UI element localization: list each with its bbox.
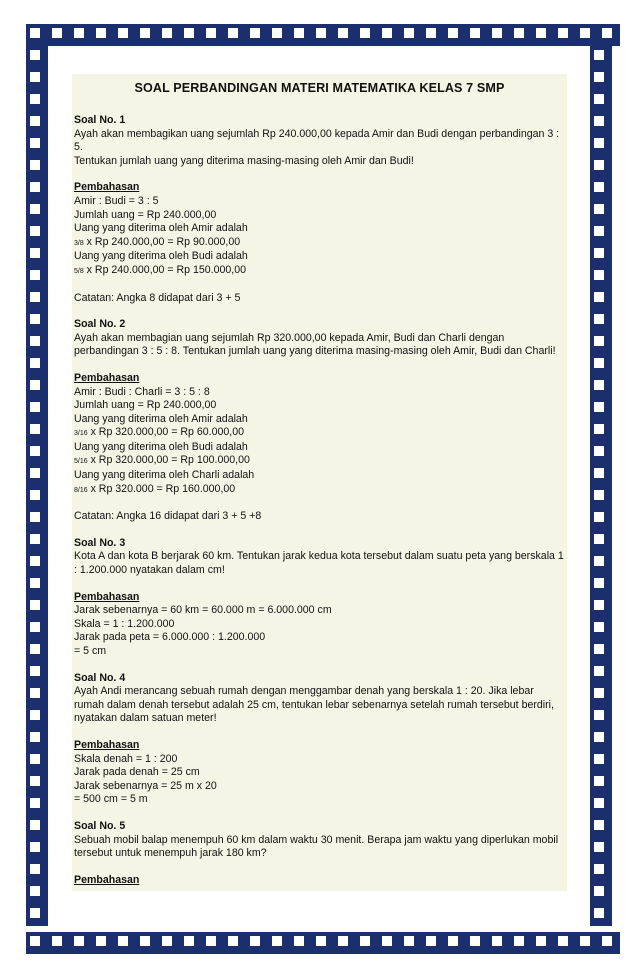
border-tile (334, 932, 356, 954)
border-tile (554, 24, 576, 46)
border-tile (114, 24, 136, 46)
border-tile (334, 24, 356, 46)
border-tile (510, 24, 532, 46)
border-tile (26, 552, 48, 574)
decorative-border-left (26, 46, 48, 926)
fraction: 3/8 (74, 239, 84, 247)
border-tile (224, 24, 246, 46)
border-tile (598, 932, 620, 954)
soal-1-task: Tentukan jumlah uang yang diterima masing-masing oleh Amir dan Budi! (74, 154, 414, 167)
border-tile (26, 156, 48, 178)
border-tile (590, 310, 612, 332)
border-tile (590, 904, 612, 926)
border-tile (26, 932, 48, 954)
soal-2-line: Uang yang diterima oleh Amir adalah (74, 412, 248, 425)
soal-3-line: = 5 cm (74, 645, 107, 657)
border-tile (590, 90, 612, 112)
border-tile (92, 24, 114, 46)
border-tile (26, 640, 48, 662)
border-tile (26, 244, 48, 266)
border-tile (590, 156, 612, 178)
border-tile (466, 932, 488, 954)
soal-1-line: Uang yang diterima oleh Budi adalah (74, 250, 248, 263)
border-tile (26, 90, 48, 112)
border-tile (466, 24, 488, 46)
border-tile (26, 112, 48, 134)
soal-3-line: Jarak pada peta = 6.000.000 : 1.200.000 (74, 631, 266, 644)
border-tile (26, 596, 48, 618)
soal-2-pembahasan-heading: Pembahasan (74, 371, 140, 384)
border-tile (70, 24, 92, 46)
border-tile (26, 266, 48, 288)
border-tile (590, 200, 612, 222)
document-title: SOAL PERBANDINGAN MATERI MATEMATIKA KELAS 7 SMP (134, 81, 505, 95)
calculation: x Rp 240.000,00 = Rp 90.000,00 (83, 235, 241, 248)
border-tile (70, 932, 92, 954)
border-tile (290, 24, 312, 46)
fraction: 3/16 (74, 430, 88, 438)
soal-4-heading: Soal No. 4 (74, 671, 126, 684)
border-tile (378, 24, 400, 46)
soal-4-pembahasan-heading: Pembahasan (74, 738, 140, 751)
soal-1-question: Ayah akan membagikan uang sejumlah Rp 240.000,00 kepada Amir dan Budi dengan perbandingan 3 : 5. (74, 127, 560, 154)
soal-5-question: Sebuah mobil balap menempuh 60 km dalam waktu 30 menit. Berapa jam waktu yang diperlukan mobil tersebut untuk menempuh jarak 180 km? (74, 833, 559, 860)
soal-4-line: Skala denah = 1 : 200 (74, 752, 178, 765)
decorative-border-bottom (26, 932, 620, 954)
border-tile (26, 310, 48, 332)
border-tile (26, 706, 48, 728)
soal-1-pembahasan-heading: Pembahasan (74, 181, 140, 194)
border-tile (158, 24, 180, 46)
border-tile (590, 552, 612, 574)
border-tile (26, 794, 48, 816)
border-tile (48, 24, 70, 46)
fraction: 8/16 (74, 486, 88, 494)
border-tile (422, 932, 444, 954)
border-tile (590, 596, 612, 618)
border-tile (114, 932, 136, 954)
border-tile (590, 882, 612, 904)
decorative-border-right (590, 46, 612, 926)
border-tile (268, 932, 290, 954)
border-tile (532, 932, 554, 954)
border-tile (590, 46, 612, 68)
border-tile (26, 24, 48, 46)
border-tile (590, 288, 612, 310)
border-tile (400, 24, 422, 46)
soal-1-note: Catatan: Angka 8 didapat dari 3 + 5 (74, 291, 241, 304)
border-tile (268, 24, 290, 46)
border-tile (26, 332, 48, 354)
border-tile (26, 222, 48, 244)
border-tile (136, 932, 158, 954)
border-tile (26, 684, 48, 706)
soal-2-line: Uang yang diterima oleh Charli adalah (74, 469, 255, 482)
border-tile (26, 288, 48, 310)
border-tile (312, 24, 334, 46)
border-tile (92, 932, 114, 954)
fraction: 5/8 (74, 267, 84, 275)
border-tile (26, 398, 48, 420)
border-tile (590, 508, 612, 530)
soal-4-line: Jarak pada denah = 25 cm (74, 766, 200, 779)
border-tile (26, 860, 48, 882)
border-tile (26, 442, 48, 464)
soal-1-line: Jumlah uang = Rp 240.000,00 (74, 208, 217, 221)
border-tile (590, 728, 612, 750)
border-tile (590, 244, 612, 266)
border-tile (400, 932, 422, 954)
soal-5-heading: Soal No. 5 (74, 819, 126, 832)
border-tile (590, 178, 612, 200)
border-tile (590, 530, 612, 552)
border-tile (48, 932, 70, 954)
border-tile (26, 178, 48, 200)
soal-3-pembahasan-heading: Pembahasan (74, 590, 140, 603)
border-tile (590, 574, 612, 596)
soal-1-line (74, 236, 565, 251)
border-tile (590, 618, 612, 640)
border-tile (356, 24, 378, 46)
border-tile (26, 838, 48, 860)
border-tile (26, 68, 48, 90)
border-tile (590, 486, 612, 508)
border-tile (590, 112, 612, 134)
decorative-border-top (26, 24, 620, 46)
border-tile (590, 332, 612, 354)
soal-2-heading: Soal No. 2 (74, 318, 126, 331)
soal-4-line: = 500 cm = 5 m (74, 793, 148, 806)
border-tile (26, 376, 48, 398)
border-tile (590, 420, 612, 442)
border-tile (532, 24, 554, 46)
soal-2-line: Uang yang diterima oleh Budi adalah (74, 440, 248, 453)
fraction: 5/16 (74, 458, 88, 466)
border-tile (590, 222, 612, 244)
border-tile (590, 134, 612, 156)
soal-4-line: Jarak sebenarnya = 25 m x 20 (74, 779, 217, 792)
soal-2-line (74, 483, 565, 498)
border-tile (26, 772, 48, 794)
border-tile (26, 420, 48, 442)
border-tile (26, 618, 48, 640)
soal-2-question: Ayah akan membagian uang sejumlah Rp 320.000,00 kepada Amir, Budi dan Charli dengan perbandingan 3 : 5 : 8. Tentukan jumlah uang yang diterima masing-masing oleh Amir, Budi dan Charli! (74, 331, 556, 358)
border-tile (510, 932, 532, 954)
border-tile (224, 932, 246, 954)
soal-1-line: Amir : Budi = 3 : 5 (74, 194, 159, 207)
border-tile (290, 932, 312, 954)
border-tile (590, 354, 612, 376)
calculation: x Rp 320.000 = Rp 160.000,00 (87, 482, 236, 495)
border-tile (136, 24, 158, 46)
border-tile (26, 354, 48, 376)
border-tile (26, 46, 48, 68)
border-tile (590, 684, 612, 706)
border-tile (590, 266, 612, 288)
border-tile (378, 932, 400, 954)
soal-3-question: Kota A dan kota B berjarak 60 km. Tentukan jarak kedua kota tersebut dalam suatu peta yang berskala 1 : 1.200.000 nyatakan dalam cm! (74, 550, 564, 577)
soal-4-question: Ayah Andi merancang sebuah rumah dengan menggambar denah yang berskala 1 : 20. Jika lebar rumah dalam denah tersebut adalah 25 cm, tentukan lebar sebenarnya setelah rumah tersebut berdiri, nyatakan dalam satuan meter! (74, 685, 554, 725)
border-tile (26, 508, 48, 530)
border-tile (26, 134, 48, 156)
border-tile (590, 706, 612, 728)
border-tile (26, 530, 48, 552)
border-tile (180, 932, 202, 954)
border-tile (590, 640, 612, 662)
document-content (72, 74, 567, 891)
border-tile (26, 574, 48, 596)
calculation: x Rp 240.000,00 = Rp 150.000,00 (83, 263, 247, 276)
border-tile (26, 882, 48, 904)
border-tile (158, 932, 180, 954)
border-tile (444, 932, 466, 954)
soal-2-line (74, 454, 565, 469)
border-tile (26, 662, 48, 684)
soal-3-line: Skala = 1 : 1.200.000 (74, 617, 175, 630)
border-tile (202, 24, 224, 46)
border-tile (590, 662, 612, 684)
border-tile (590, 464, 612, 486)
border-tile (576, 24, 598, 46)
border-tile (444, 24, 466, 46)
border-tile (180, 24, 202, 46)
calculation: x Rp 320.000,00 = Rp 60.000,00 (87, 426, 245, 439)
border-tile (590, 772, 612, 794)
soal-2-line: Jumlah uang = Rp 240.000,00 (74, 399, 217, 412)
soal-1-heading: Soal No. 1 (74, 114, 126, 126)
border-tile (590, 376, 612, 398)
calculation: x Rp 320.000,00 = Rp 100.000,00 (87, 454, 250, 467)
border-tile (488, 932, 510, 954)
border-tile (590, 442, 612, 464)
border-tile (590, 838, 612, 860)
border-tile (312, 932, 334, 954)
soal-1-line: Uang yang diterima oleh Amir adalah (74, 222, 248, 235)
soal-3-line: Jarak sebenarnya = 60 km = 60.000 m = 6.000.000 cm (74, 604, 332, 617)
soal-3-heading: Soal No. 3 (74, 536, 126, 549)
border-tile (26, 904, 48, 926)
border-tile (488, 24, 510, 46)
border-tile (26, 750, 48, 772)
border-tile (598, 24, 620, 46)
soal-2-line (74, 426, 565, 441)
soal-2-note: Catatan: Angka 16 didapat dari 3 + 5 +8 (74, 510, 262, 523)
border-tile (576, 932, 598, 954)
border-tile (26, 200, 48, 222)
border-tile (422, 24, 444, 46)
border-tile (26, 816, 48, 838)
border-tile (590, 398, 612, 420)
border-tile (590, 816, 612, 838)
border-tile (554, 932, 576, 954)
border-tile (590, 68, 612, 90)
soal-2-line: Amir : Budi : Charli = 3 : 5 : 8 (74, 385, 210, 398)
border-tile (590, 750, 612, 772)
soal-1-line (74, 264, 565, 279)
border-tile (246, 932, 268, 954)
border-tile (590, 860, 612, 882)
border-tile (356, 932, 378, 954)
soal-5-pembahasan-heading: Pembahasan (74, 873, 140, 886)
border-tile (26, 486, 48, 508)
border-tile (26, 728, 48, 750)
border-tile (26, 464, 48, 486)
border-tile (202, 932, 224, 954)
border-tile (590, 794, 612, 816)
border-tile (246, 24, 268, 46)
